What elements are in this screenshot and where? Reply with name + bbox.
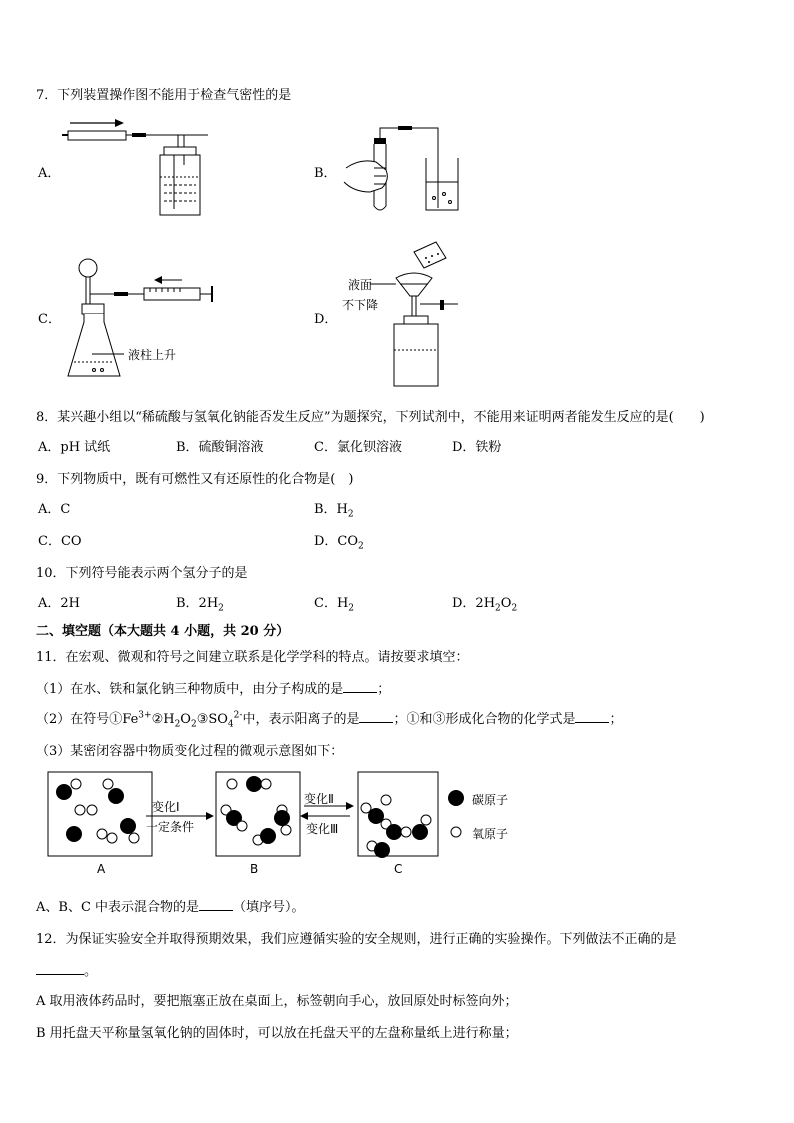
q8-option-c: C．氯化钡溶液 xyxy=(314,440,402,455)
q11-p2-c: O xyxy=(180,712,191,727)
q11-mixture-question xyxy=(36,896,305,915)
q12-option-a: A 取用液体药品时，要把瓶塞正放在桌面上，标签朝向手心，放回原处时标签向外； xyxy=(36,994,518,1009)
q9-option-a: A．C xyxy=(38,502,71,517)
q11-change3-label: 变化Ⅲ xyxy=(306,822,339,836)
q11-change1-label: 变化Ⅰ xyxy=(152,800,180,814)
q11-part2-blank2[interactable] xyxy=(575,710,609,723)
q12-blank-end: 。 xyxy=(84,964,98,979)
q11-p2-sub1: 2 xyxy=(174,719,181,730)
q11-part1-text: （1）在水、铁和氯化钠三种物质中，由分子构成的是 xyxy=(36,682,344,697)
q10-stem: 10．下列符号能表示两个氢分子的是 xyxy=(36,566,248,581)
q8-option-d: D．铁粉 xyxy=(452,440,502,455)
q11-p2-sub2: 2 xyxy=(190,719,197,730)
q9-option-c: C．CO xyxy=(38,534,82,549)
q11-particle-diagram xyxy=(46,770,546,860)
q10-c-text: C．H xyxy=(314,596,349,611)
q10-b-text: B．2H xyxy=(176,596,219,611)
q7-option-d-label: D． xyxy=(314,312,338,327)
q12-option-b: B 用托盘天平称量氢氧化钠的固体时，可以放在托盘天平的左盘称量纸上进行称量； xyxy=(36,1026,518,1041)
q9-b-text: B．H xyxy=(314,502,348,517)
q11-p2-end: ； xyxy=(609,712,623,727)
q8-option-a: A．pH 试纸 xyxy=(38,440,111,455)
q11-p2-d: ③SO xyxy=(196,712,228,727)
q10-option-b xyxy=(176,592,224,614)
q10-d-sub1: 2 xyxy=(495,603,501,614)
section-2-title: 二、填空题（本大题共 4 小题，共 20 分） xyxy=(36,624,290,639)
q11-box-b-label: B xyxy=(250,862,259,876)
q10-d-sub2: 2 xyxy=(511,603,518,614)
q9-d-sub: 2 xyxy=(358,541,364,552)
q10-option-c xyxy=(314,592,354,614)
q11-p2-sup2: 2- xyxy=(233,710,243,721)
q7-stem: 7．下列装置操作图不能用于检查气密性的是 xyxy=(36,88,292,103)
q11-p2-sup1: 3+ xyxy=(138,710,152,721)
q11-p2-a: （2）在符号①Fe xyxy=(36,712,139,727)
q7-d-liquid-surface-label: 液面 xyxy=(348,278,373,292)
q12-stem: 12．为保证实验安全并取得预期效果，我们应遵循实验的安全规则，进行正确的实验操作。下列做法不正确的是 xyxy=(36,932,677,947)
q7-c-liquid-rise-label: 液柱上升 xyxy=(128,348,177,362)
q11-part1-end: ； xyxy=(377,682,391,697)
q7-option-a-label: A． xyxy=(38,166,61,181)
q11-legend-oxygen: 氧原子 xyxy=(472,827,509,841)
q10-option-d xyxy=(452,592,517,614)
q10-b-sub: 2 xyxy=(218,603,224,614)
q7-option-b-label: B． xyxy=(314,166,337,181)
q10-option-a: A．2H xyxy=(38,596,80,611)
q11-condition-label: 一定条件 xyxy=(146,820,195,834)
q8-option-b: B．硫酸铜溶液 xyxy=(176,440,264,455)
q9-d-text: D．CO xyxy=(314,534,359,549)
apparatus-d-funnel-bottle xyxy=(384,238,484,388)
q9-stem: 9．下列物质中，既有可燃性又有还原性的化合物是( ) xyxy=(36,472,354,487)
apparatus-a-syringe-bottle xyxy=(60,115,220,225)
q11-part2 xyxy=(36,708,622,730)
q11-legend-carbon: 碳原子 xyxy=(472,793,509,807)
q7-d-not-drop-label: 不下降 xyxy=(342,298,379,312)
q11-box-c-label: C xyxy=(394,862,403,876)
q11-box-a-label: A xyxy=(97,862,106,876)
q12-blank[interactable] xyxy=(36,962,84,975)
q11-mix-blank[interactable] xyxy=(199,898,233,911)
q11-p2-sub3: 4 xyxy=(227,719,234,730)
q11-p2-e: 中，表示阳离子的是 xyxy=(242,712,360,727)
q11-stem: 11．在宏观、微观和符号之间建立联系是化学学科的特点。请按要求填空： xyxy=(36,650,469,665)
q11-mix-b: （填序号）。 xyxy=(233,900,305,915)
q9-b-sub: 2 xyxy=(347,509,354,520)
q8-stem: 8．某兴趣小组以“稀硫酸与氢氧化钠能否发生反应”为题探究，下列试剂中，不能用来证明两者能发生反应的是( ) xyxy=(36,410,705,425)
q9-option-d xyxy=(314,530,364,552)
q10-c-sub: 2 xyxy=(348,603,355,614)
q11-p2-b: ②H xyxy=(151,712,175,727)
apparatus-b-hand-test-tube xyxy=(340,118,480,218)
q11-part1 xyxy=(36,678,390,697)
q11-part2-blank1[interactable] xyxy=(359,710,393,723)
q11-part1-blank[interactable] xyxy=(343,680,377,693)
q11-part3: （3）某密闭容器中物质变化过程的微观示意图如下： xyxy=(36,744,344,759)
q12-answer-line xyxy=(36,960,97,979)
q10-d-mid: O xyxy=(500,596,512,611)
q7-option-c-label: C． xyxy=(38,312,61,327)
q11-p2-f: ；①和③形成化合物的化学式是 xyxy=(393,712,576,727)
apparatus-c-flask-syringe xyxy=(62,252,232,387)
q11-mix-a: A、B、C 中表示混合物的是 xyxy=(36,900,200,915)
q11-change2-label: 变化Ⅱ xyxy=(304,792,334,806)
q10-d-text: D．2H xyxy=(452,596,496,611)
q9-option-b xyxy=(314,498,354,520)
